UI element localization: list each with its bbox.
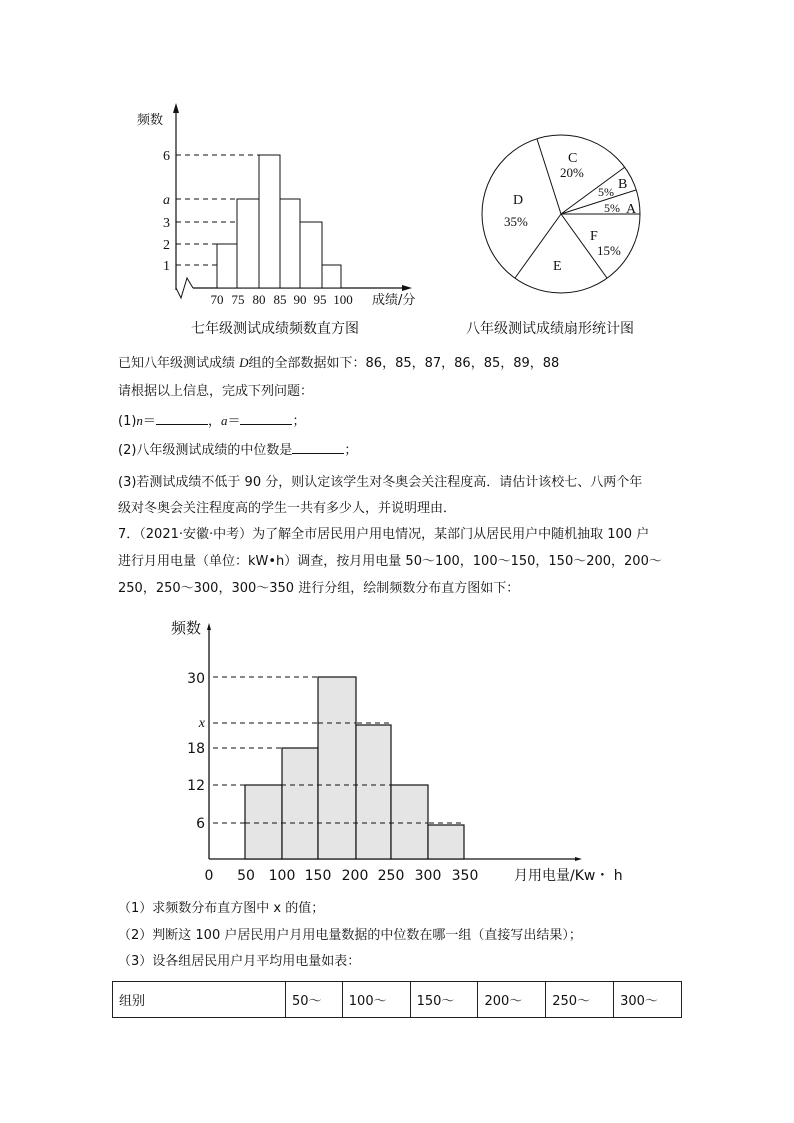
svg-text:x: x (198, 716, 205, 731)
svg-text:F: F (590, 229, 598, 244)
answer-blank-a[interactable] (240, 412, 292, 425)
svg-text:250: 250 (377, 868, 405, 884)
svg-text:18: 18 (187, 741, 205, 757)
grade7-histogram (0, 0, 794, 345)
question-3-line2: 级对冬奥会关注程度高的学生一共有多少人，并说明理由． (118, 501, 457, 516)
svg-text:5%: 5% (604, 201, 620, 215)
svg-text:A: A (626, 202, 637, 217)
svg-text:200: 200 (341, 868, 369, 884)
svg-text:90: 90 (293, 292, 307, 307)
table-header-cell: 组别 (113, 982, 286, 1018)
svg-text:15%: 15% (597, 243, 621, 258)
svg-text:C: C (568, 151, 578, 166)
svg-text:成绩/分: 成绩/分 (372, 293, 416, 308)
instruction-text: 请根据以上信息，完成下列问题： (118, 384, 314, 399)
svg-text:95: 95 (313, 292, 327, 307)
question-1: (1)n＝ ，a＝ ； (118, 413, 306, 429)
problem-7-question-2: （2）判断这 100 户居民用户月用电量数据的中位数在哪一组（直接写出结果）； (118, 928, 582, 943)
problem-7-line2: 进行月用电量（单位：kW•h）调查，按月用电量 50～100，100～150，150～200，200～ (118, 554, 662, 569)
y-axis-arrow-icon (207, 623, 211, 630)
svg-text:频数: 频数 (171, 619, 202, 637)
svg-text:a: a (163, 193, 170, 208)
svg-text:5%: 5% (598, 185, 614, 199)
svg-text:35%: 35% (504, 214, 528, 229)
svg-text:6: 6 (163, 149, 170, 164)
x-axis-arrow-icon (402, 285, 412, 291)
table-header-cell: 150～ (410, 982, 478, 1018)
problem-7-question-1: （1）求频数分布直方图中 x 的值； (118, 901, 325, 916)
group-average-table (112, 981, 682, 1018)
svg-text:300: 300 (414, 868, 442, 884)
grade8-pie-chart (482, 135, 640, 293)
svg-text:0: 0 (204, 868, 214, 884)
table-header-cell: 50～ (286, 982, 343, 1018)
table-row (113, 982, 682, 1018)
question-3-line1: (3)若测试成绩不低于 90 分，则认定该学生对冬奥会关注程度高．请估计该校七、八两个年 (118, 475, 643, 490)
svg-text:30: 30 (187, 671, 205, 687)
x-axis-arrow-icon (575, 857, 582, 861)
svg-text:85: 85 (273, 292, 287, 307)
svg-text:70: 70 (210, 292, 224, 307)
electricity-histogram (0, 600, 794, 900)
svg-text:100: 100 (333, 292, 353, 307)
grade8-pie-caption: 八年级测试成绩扇形统计图 (466, 321, 634, 337)
svg-text:12: 12 (187, 778, 205, 794)
grade7-histogram-caption: 七年级测试成绩频数直方图 (191, 321, 359, 337)
question-2: (2)八年级测试成绩的中位数是 ； (118, 443, 358, 458)
table-header-cell: 250～ (546, 982, 614, 1018)
svg-text:D: D (513, 193, 524, 208)
svg-text:2: 2 (163, 238, 170, 253)
problem-7-question-3: （3）设各组居民用户月平均用电量如表： (118, 954, 361, 969)
svg-text:6: 6 (196, 816, 205, 832)
svg-text:50: 50 (237, 868, 255, 884)
svg-text:100: 100 (268, 868, 296, 884)
svg-text:80: 80 (252, 292, 266, 307)
svg-text:月用电量/Kw・ h: 月用电量/Kw・ h (514, 868, 623, 884)
svg-text:E: E (553, 259, 562, 274)
svg-text:频数: 频数 (137, 113, 164, 128)
svg-text:150: 150 (304, 868, 332, 884)
svg-text:B: B (618, 177, 628, 192)
svg-text:75: 75 (231, 292, 245, 307)
svg-text:1: 1 (163, 259, 170, 274)
problem-7-line1: 7．（2021·安徽·中考）为了解全市居民用户用电情况，某部门从居民用户中随机抽取 100 户 (118, 527, 650, 542)
problem-7-line3: 250，250～300，300～350 进行分组，绘制频数分布直方图如下： (118, 581, 520, 596)
answer-blank-n[interactable] (156, 412, 208, 425)
table-header-cell: 300～ (614, 982, 682, 1018)
table-header-cell: 200～ (478, 982, 546, 1018)
d-group-data-text: 已知八年级测试成绩 D组的全部数据如下：86，85，87，86，85，89，88 (118, 355, 560, 371)
answer-blank-median[interactable] (292, 441, 344, 454)
svg-text:20%: 20% (560, 165, 584, 180)
table-header-cell: 100～ (342, 982, 410, 1018)
svg-text:350: 350 (451, 868, 479, 884)
y-axis-arrow-icon (173, 103, 179, 113)
svg-text:3: 3 (163, 216, 170, 231)
